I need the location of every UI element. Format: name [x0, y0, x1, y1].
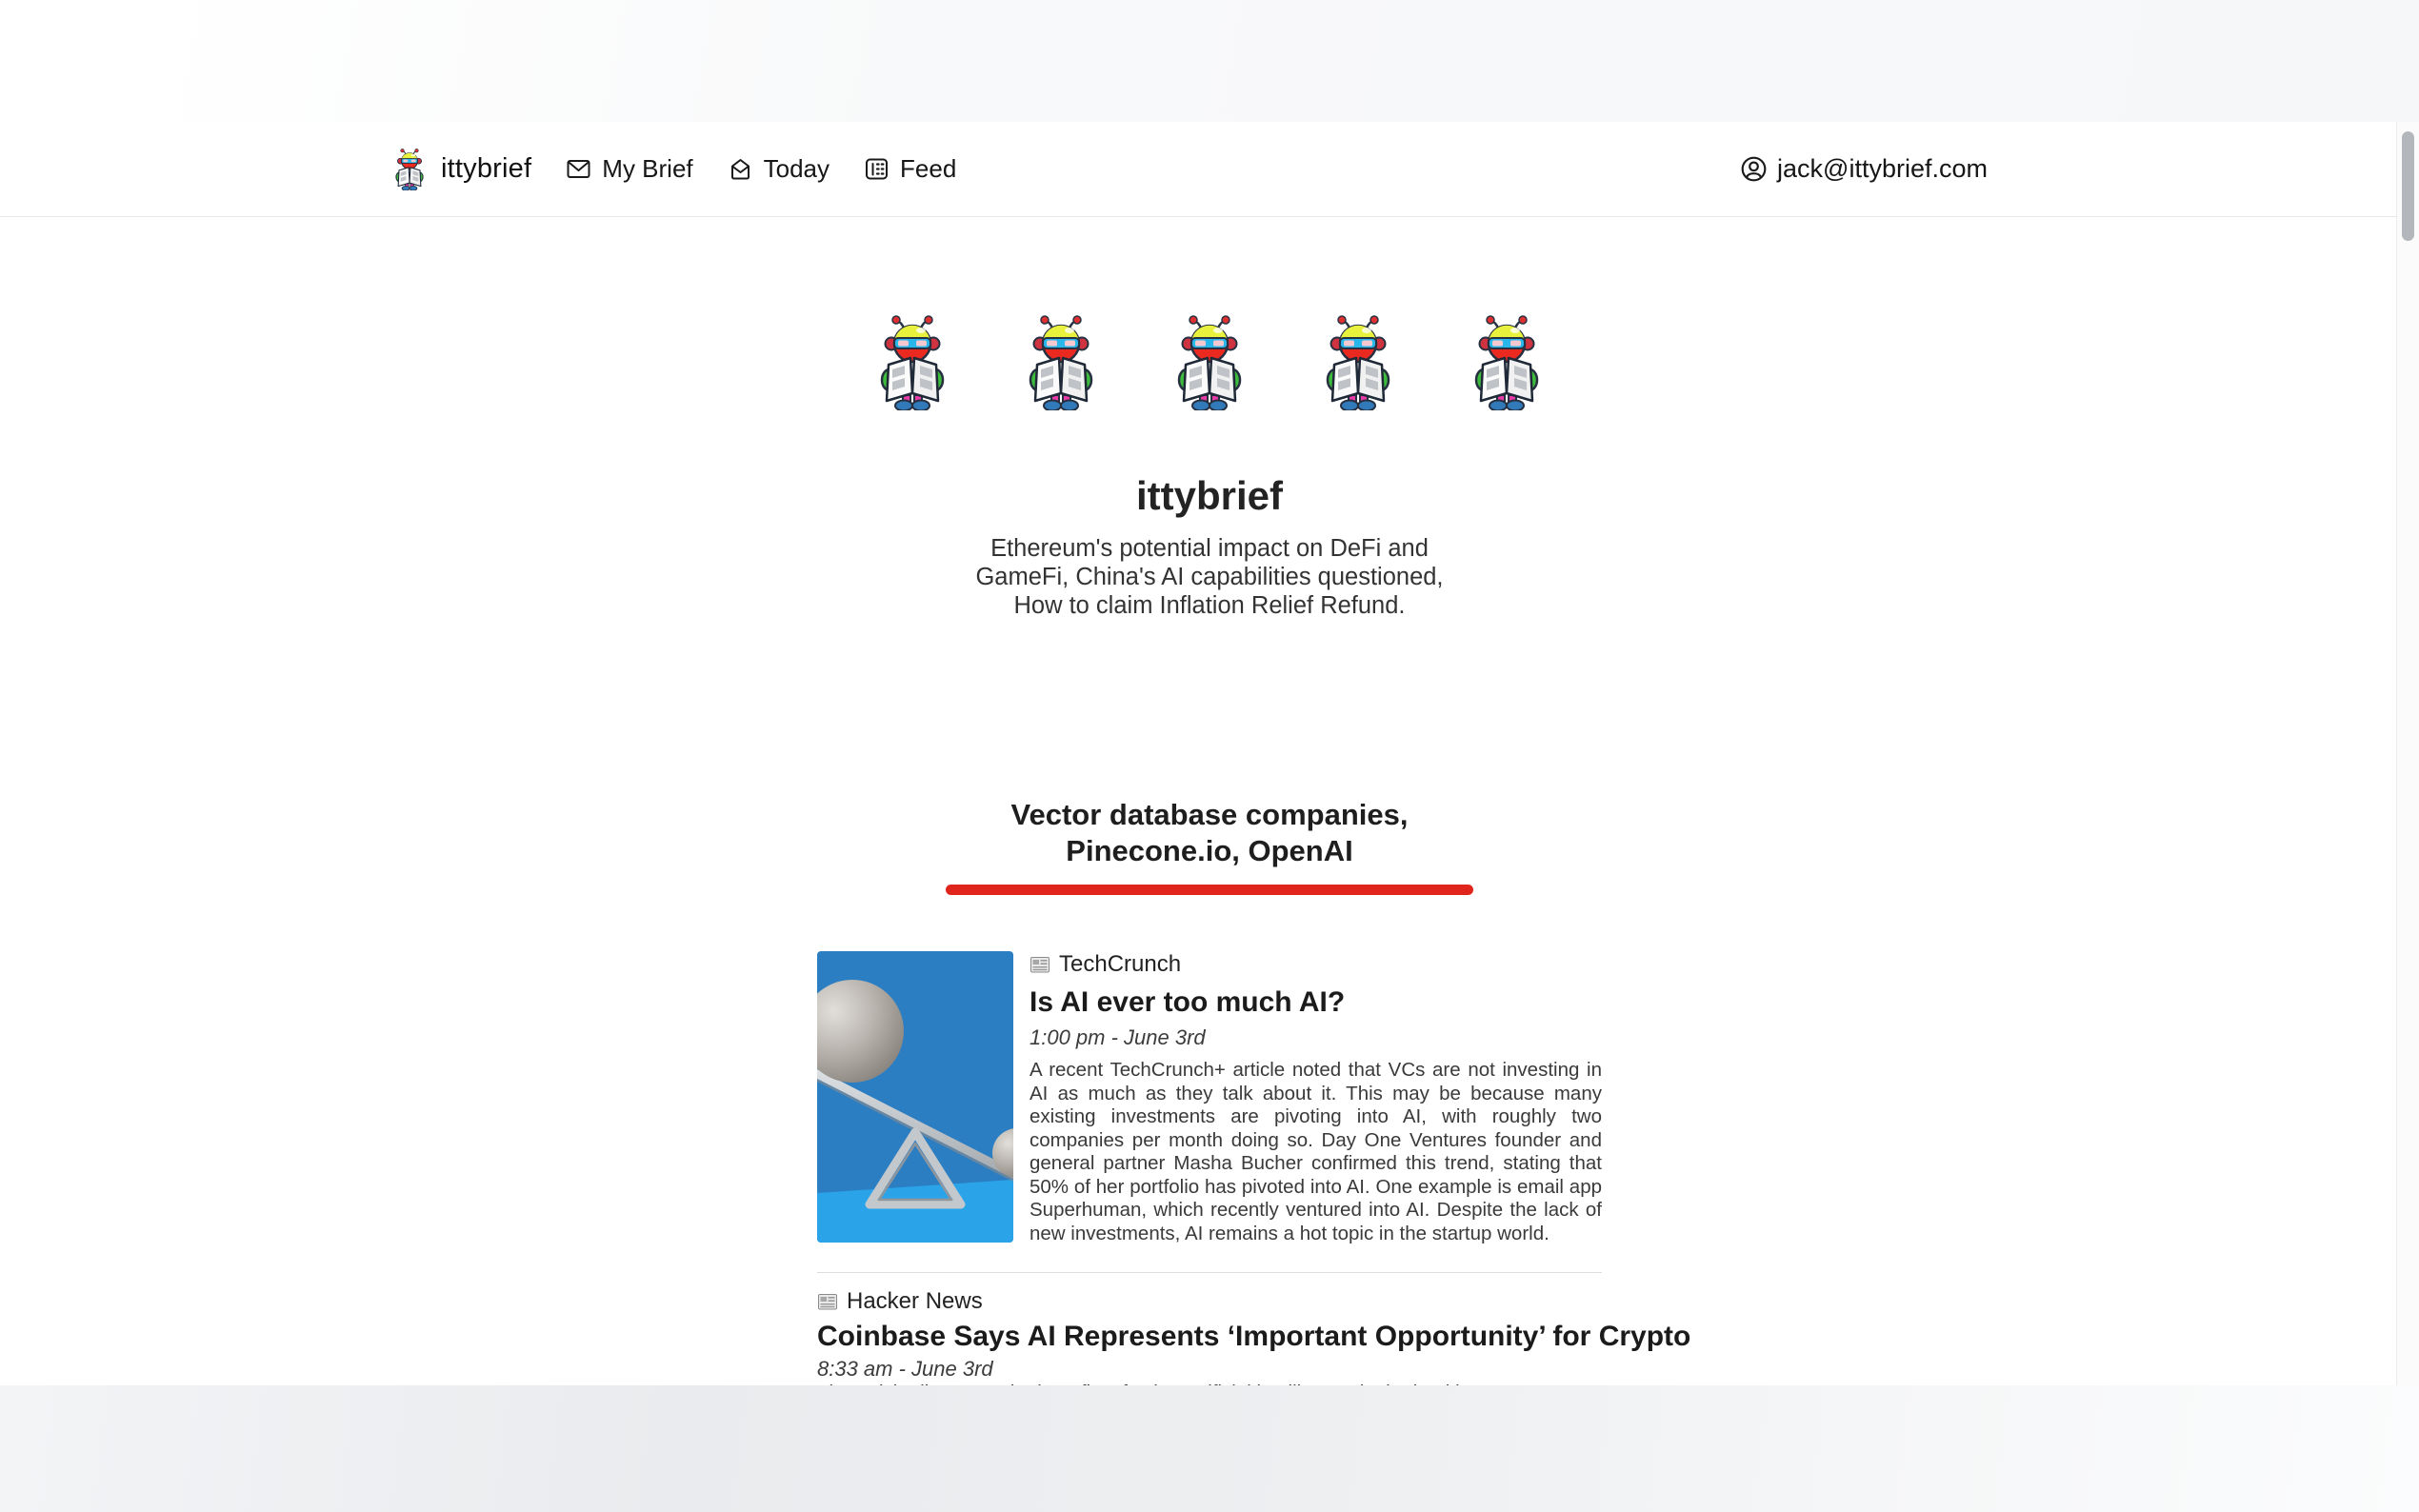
source-name: Hacker News [847, 1288, 983, 1314]
bottom-gradient-band [0, 1385, 2419, 1512]
article-source [817, 1288, 1602, 1315]
robot-reading-newspaper-icon [1474, 315, 1539, 410]
newspaper-emoji-icon [1030, 954, 1050, 975]
top-gradient-band [0, 0, 2419, 122]
newspaper-grid-icon [864, 156, 890, 182]
source-name: TechCrunch [1059, 951, 1182, 977]
account-menu[interactable] [1740, 154, 1988, 184]
robot-logo-icon [395, 149, 424, 190]
content-column [817, 315, 1691, 1405]
nav-item-feed[interactable] [864, 154, 956, 184]
nav-item-label: My Brief [602, 154, 693, 183]
account-email: jack@ittybrief.com [1777, 154, 1988, 183]
nav-left-group [395, 149, 956, 190]
brand[interactable] [395, 149, 531, 190]
scrollbar-track[interactable] [2396, 122, 2419, 1512]
brief-section-title: Vector database companies, Pinecone.io, OpenAI [1010, 798, 1409, 867]
scrollbar-thumb[interactable] [2402, 131, 2414, 241]
robot-reading-newspaper-icon [880, 315, 945, 410]
article-divider [817, 1272, 1602, 1273]
robot-reading-newspaper-icon [1177, 315, 1242, 410]
article-source [1030, 951, 1602, 978]
robot-reading-newspaper-icon [1029, 315, 1093, 410]
accent-underline [946, 885, 1473, 895]
inbox-mail-icon [728, 156, 753, 182]
nav-item-label: Today [763, 154, 830, 183]
page-title: ittybrief [1135, 473, 1283, 518]
user-circle-icon [1740, 155, 1768, 183]
brand-name: ittybrief [441, 153, 532, 184]
envelope-icon [566, 156, 591, 182]
article-thumbnail[interactable] [817, 951, 1013, 1243]
page-subtitle: Ethereum's potential impact on DeFi and GameFi, China's AI capabilities questioned, How to claim Inflation Relief Refund. [975, 535, 1444, 619]
article-title[interactable]: Coinbase Says AI Represents ‘Important Opportunity’ for Crypto [817, 1321, 1691, 1352]
nav-item-label: Feed [900, 154, 957, 183]
robot-mascot-row [817, 315, 1602, 410]
article-timestamp: 8:33 am - June 3rd [817, 1357, 993, 1381]
article-timestamp: 1:00 pm - June 3rd [1030, 1025, 1206, 1049]
nav-item-my-brief[interactable] [566, 154, 692, 184]
article-title[interactable]: Is AI ever too much AI? [1030, 986, 1346, 1018]
robot-reading-newspaper-icon [1326, 315, 1390, 410]
navbar [0, 122, 2396, 217]
article-summary: A recent TechCrunch+ article noted that VCs are not investing in AI as much as they talk about it. This may be because many existing investments are pivoting into AI, with roughly two companies per month doing so. Day One Ventures founder and general partner Masha Bucher confirmed this trend, stating that 50% of her portfolio has pivoted into AI. One example is email app Superhuman, which recently ventured into AI. Despite the lack of new investments, AI remains a hot topic in the startup world. [1030, 1059, 1602, 1244]
newspaper-emoji-icon [817, 1291, 838, 1312]
nav-item-today[interactable] [728, 154, 830, 184]
seesaw-sphere-illustration [817, 951, 1013, 1243]
page [0, 218, 2419, 1405]
article-body-column [1030, 951, 1602, 1245]
article-card [817, 951, 1602, 1245]
